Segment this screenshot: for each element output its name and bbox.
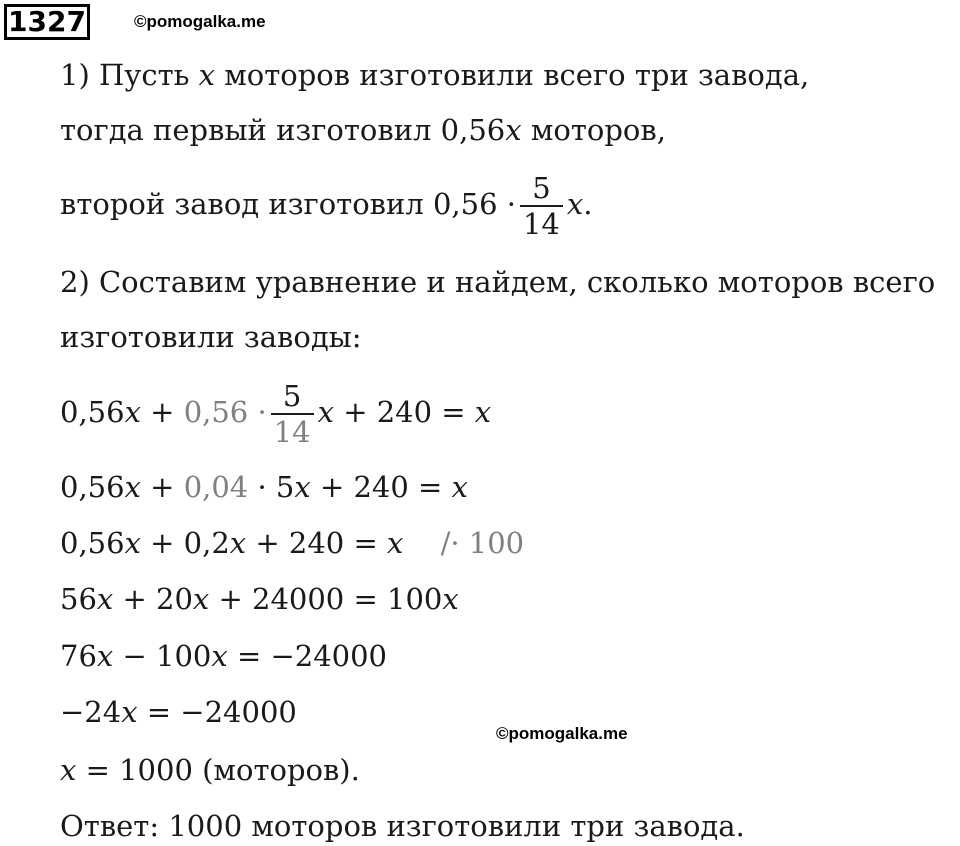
term: −24 xyxy=(60,695,122,729)
term: + 20 xyxy=(122,582,193,616)
term: 0,56 xyxy=(60,526,125,560)
fraction xyxy=(271,380,314,448)
term: + xyxy=(150,395,175,429)
variable: x xyxy=(451,470,468,504)
variable: x xyxy=(124,395,141,429)
text: моторов изготовили всего три завода, xyxy=(224,58,810,92)
text: моторов, xyxy=(530,113,666,147)
equation-7 xyxy=(60,750,360,790)
variable: x xyxy=(505,113,522,147)
variable: x xyxy=(386,526,404,560)
term: 0,56 xyxy=(60,395,125,429)
variable: x xyxy=(96,582,114,616)
fraction xyxy=(520,172,563,240)
term: 56 xyxy=(60,582,97,616)
term: + 240 = xyxy=(319,470,443,504)
step2-line2: изготовили заводы: xyxy=(60,320,362,354)
term: + 24000 = 100 xyxy=(218,582,443,616)
step2-line1: 2) Составим уравнение и найдем, сколько моторов всего xyxy=(60,265,936,299)
variable: x xyxy=(474,395,492,429)
step1-line1 xyxy=(60,55,809,95)
task-number: 1327 xyxy=(4,4,90,40)
term: = −24000 xyxy=(146,695,297,729)
variable: x xyxy=(317,395,334,429)
variable: x xyxy=(124,470,141,504)
term-grey: 0,04 xyxy=(183,470,249,504)
variable: x xyxy=(96,639,114,673)
fraction-numerator: 5 xyxy=(532,171,551,205)
term: + 0,2 xyxy=(150,526,230,560)
variable: x xyxy=(192,582,210,616)
watermark-middle: ©pomogalka.me xyxy=(496,724,628,743)
term: + 240 = xyxy=(343,395,466,429)
step1-line2 xyxy=(60,110,666,150)
equation-4 xyxy=(60,579,459,619)
variable: x xyxy=(121,695,138,729)
term: − 100 xyxy=(122,639,212,673)
variable: x xyxy=(211,639,228,673)
variable: x xyxy=(198,58,215,92)
equation-2 xyxy=(60,467,468,507)
text: 1) Пусть xyxy=(60,58,190,92)
fraction-denominator: 14 xyxy=(522,207,560,241)
step1-line3 xyxy=(60,164,592,244)
variable: x xyxy=(60,753,77,787)
variable: x xyxy=(566,187,584,221)
term: · 5 xyxy=(257,470,295,504)
fraction-numerator: 5 xyxy=(282,379,302,413)
text: второй завод изготовил 0,56 · xyxy=(60,187,516,221)
multiplier-note: /· 100 xyxy=(440,526,525,560)
term: + xyxy=(150,470,175,504)
term: + 240 = xyxy=(255,526,378,560)
variable: x xyxy=(442,582,459,616)
variable: x xyxy=(124,526,141,560)
text: тогда первый изготовил 0,56 xyxy=(60,113,506,147)
term-grey: 0,56 · xyxy=(183,395,267,429)
variable: x xyxy=(229,526,247,560)
fraction-denominator: 14 xyxy=(273,415,311,449)
term: = −24000 xyxy=(236,639,388,673)
equation-6 xyxy=(60,692,297,732)
term: = 1000 (моторов). xyxy=(85,753,360,787)
equation-1 xyxy=(60,372,491,452)
term: 76 xyxy=(60,639,97,673)
equation-3 xyxy=(60,523,524,563)
answer: Ответ: 1000 моторов изготовили три завода. xyxy=(60,809,745,843)
text: . xyxy=(583,187,593,221)
variable: x xyxy=(294,470,311,504)
watermark-top: ©pomogalka.me xyxy=(134,12,266,31)
equation-5 xyxy=(60,636,387,676)
term: 0,56 xyxy=(60,470,125,504)
